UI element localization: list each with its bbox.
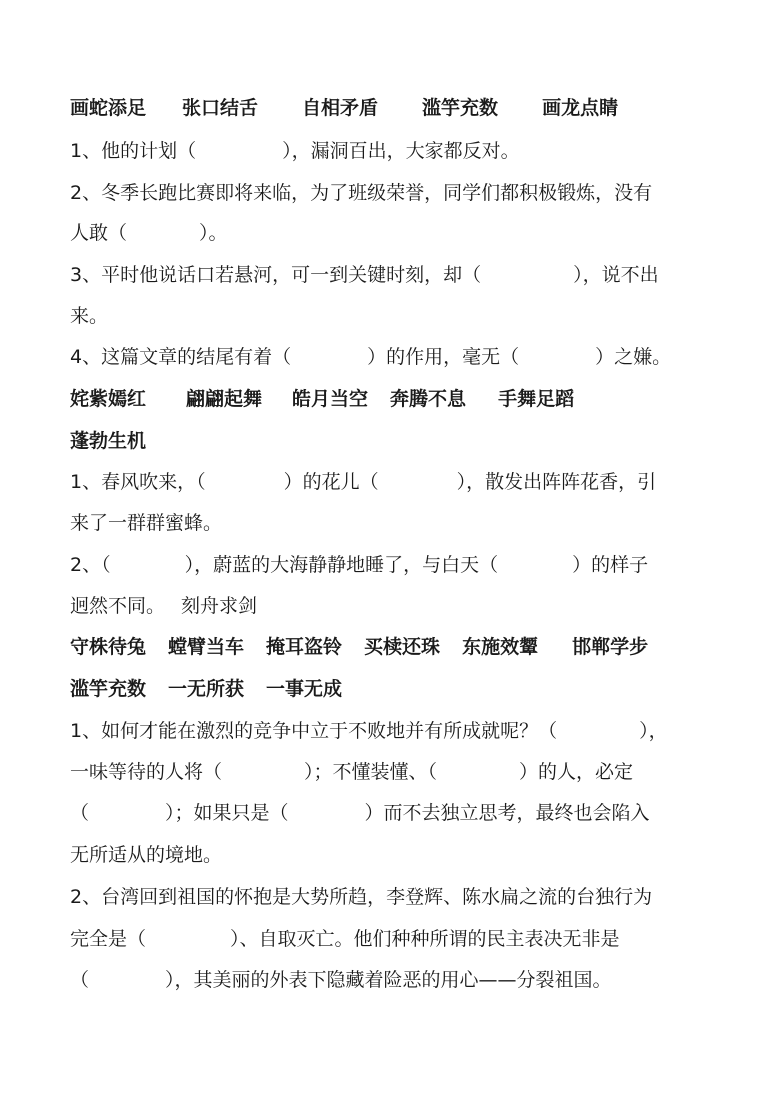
question-3-1: 1、如何才能在激烈的竞争中立于不败地并有所成就呢？（ ）， (70, 720, 668, 742)
word-bank-1 (70, 95, 618, 121)
word-bank-term: 滥竽充数 (70, 678, 147, 700)
question-1-1: 1、他的计划（ ），漏洞百出，大家都反对。 (70, 140, 520, 162)
question-1-2: 2、冬季长跑比赛即将来临，为了班级荣誉，同学们都积极锻炼，没有 (70, 182, 653, 204)
word-bank-term: 翩翩起舞 (186, 388, 263, 410)
question-1-3-cont: 来。 (70, 305, 109, 327)
question-1-4: 4、这篇文章的结尾有着（ ）的作用，毫无（ ）之嫌。 (70, 346, 672, 368)
word-bank-term: 张口结舌 (182, 97, 259, 119)
word-bank-term: 守株待兔 (70, 636, 147, 658)
question-2-2-cont: 迥然不同。 刻舟求剑 (70, 595, 258, 617)
question-3-2-cont1: 完全是（ ）、自取灭亡。他们种种所谓的民主表决无非是 (70, 928, 620, 950)
question-3-2: 2、台湾回到祖国的怀抱是大势所趋，李登辉、陈水扁之流的台独行为 (70, 886, 653, 908)
question-1-2-cont: 人敢（ ）。 (70, 222, 228, 244)
word-bank-term: 自相矛盾 (302, 97, 379, 119)
word-bank-3 (70, 634, 648, 660)
question-3-1-cont3: 无所适从的境地。 (70, 844, 223, 866)
word-bank-term: 一无所获 (168, 678, 245, 700)
word-bank-term: 画蛇添足 (70, 97, 147, 119)
question-1-3: 3、平时他说话口若悬河，可一到关键时刻，却（ ），说不出 (70, 264, 659, 286)
word-bank-term: 买椟还珠 (364, 636, 441, 658)
word-bank-2 (70, 386, 574, 412)
word-bank-term: 蓬勃生机 (70, 430, 147, 452)
word-bank-term: 东施效颦 (462, 636, 539, 658)
question-2-2: 2、（ ），蔚蓝的大海静静地睡了，与白天（ ）的样子 (70, 554, 649, 576)
word-bank-term: 掩耳盗铃 (266, 636, 343, 658)
question-2-1: 1、春风吹来，（ ）的花儿（ ），散发出阵阵花香，引 (70, 471, 657, 493)
word-bank-term: 奔腾不息 (390, 388, 467, 410)
word-bank-3-cont (70, 676, 342, 702)
word-bank-term: 皓月当空 (292, 388, 369, 410)
word-bank-term: 滥竽充数 (422, 97, 499, 119)
word-bank-2-cont (70, 428, 146, 454)
question-3-1-cont2: （ ）；如果只是（ ）而不去独立思考，最终也会陷入 (70, 802, 650, 824)
word-bank-term: 画龙点睛 (542, 97, 619, 119)
word-bank-term: 姹紫嫣红 (70, 388, 147, 410)
question-3-1-cont1: 一味等待的人将（ ）；不懂装懂、（ ）的人，必定 (70, 761, 634, 783)
word-bank-term: 邯郸学步 (572, 636, 649, 658)
word-bank-term: 螳臂当车 (168, 636, 245, 658)
word-bank-term: 手舞足蹈 (498, 388, 575, 410)
word-bank-term: 一事无成 (266, 678, 343, 700)
question-2-1-cont: 来了一群群蜜蜂。 (70, 512, 223, 534)
question-3-2-cont2: （ ），其美丽的外表下隐藏着险恶的用心——分裂祖国。 (70, 969, 612, 991)
